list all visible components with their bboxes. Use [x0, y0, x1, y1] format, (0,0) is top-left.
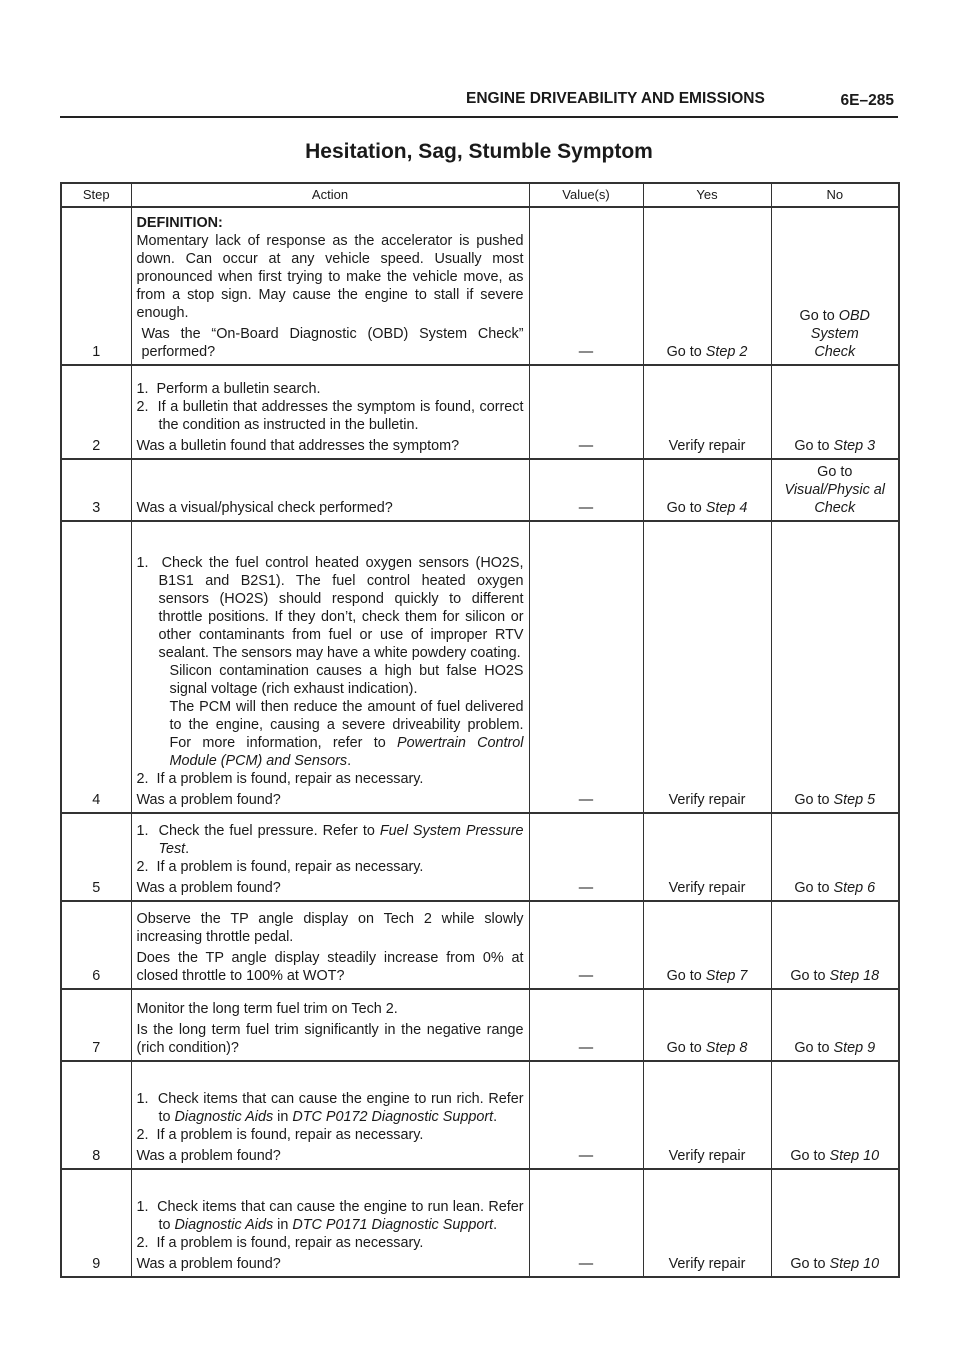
step-question: Was the “On-Board Diagnostic (OBD) System Check” performed?: [141, 326, 524, 360]
step-number: 4: [61, 521, 131, 813]
table-row: [61, 813, 899, 901]
reference-link[interactable]: DTC P0172 Diagnostic Support: [292, 1109, 494, 1125]
reference-link[interactable]: Powertrain Control Module (PCM) and Sensors: [169, 735, 524, 769]
step-question: Was a problem found?: [136, 880, 281, 896]
yes-cell: Verify repair: [643, 365, 771, 459]
goto-text: Go to: [794, 1040, 834, 1056]
table-row: [61, 207, 899, 365]
no-step-link[interactable]: Visual/Physic al Check: [784, 482, 886, 516]
action-item: 1. Check the fuel pressure. Refer to Fuel System Pressure Test.: [136, 823, 524, 857]
goto-text: Go to: [666, 1040, 706, 1056]
page-header: [60, 88, 898, 116]
action-item: 1. Perform a bulletin search.: [136, 381, 321, 397]
yes-step-link[interactable]: Step 7: [705, 968, 748, 984]
no-cell: [771, 1061, 899, 1169]
definition-label: DEFINITION:: [136, 215, 223, 231]
step-question: Was a bulletin found that addresses the symptom?: [136, 438, 460, 454]
table-header-row: [61, 183, 899, 207]
action-cell: [131, 459, 529, 521]
goto-text: Go to: [794, 792, 834, 808]
step-question: Is the long term fuel trim significantly in the negative range (rich condition)?: [136, 1022, 524, 1056]
table-row: [61, 459, 899, 521]
value-cell: —: [529, 459, 643, 521]
value-cell: —: [529, 521, 643, 813]
no-cell: [771, 813, 899, 901]
column-header-step: Step: [61, 183, 131, 207]
yes-cell: Verify repair: [643, 1061, 771, 1169]
step-number: 7: [61, 989, 131, 1061]
header-rule: [60, 116, 898, 118]
step-number: 1: [61, 207, 131, 365]
value-cell: —: [529, 365, 643, 459]
action-cell: [131, 521, 529, 813]
table-row: [61, 521, 899, 813]
yes-cell: Verify repair: [643, 1169, 771, 1277]
goto-text: Go to: [794, 438, 834, 454]
yes-cell: [643, 207, 771, 365]
no-step-link[interactable]: Step 10: [829, 1148, 880, 1164]
action-cell: [131, 901, 529, 989]
step-question: Was a problem found?: [136, 1148, 281, 1164]
no-cell: [771, 901, 899, 989]
yes-cell: Verify repair: [643, 521, 771, 813]
action-note: Silicon contamination causes a high but false HO2S signal voltage (rich exhaust indication).: [169, 663, 524, 697]
reference-link[interactable]: DTC P0171 Diagnostic Support: [292, 1217, 494, 1233]
table-row: [61, 1169, 899, 1277]
section-title: ENGINE DRIVEABILITY AND EMISSIONS: [466, 90, 765, 107]
goto-text: Go to: [666, 500, 706, 516]
column-header-values: Value(s): [529, 183, 643, 207]
yes-step-link[interactable]: Step 8: [705, 1040, 748, 1056]
step-number: 5: [61, 813, 131, 901]
no-cell: [771, 1169, 899, 1277]
action-item: 2. If a problem is found, repair as necessary.: [136, 1235, 424, 1251]
no-step-link[interactable]: Step 18: [829, 968, 880, 984]
yes-step-link[interactable]: Step 4: [705, 500, 748, 516]
no-step-link[interactable]: OBD System Check: [810, 308, 870, 360]
goto-text: Go to: [790, 968, 830, 984]
yes-cell: [643, 901, 771, 989]
definition-text: Momentary lack of response as the accelerator is pushed down. Can occur at any vehicle speed. Usually most pronounced when first trying to make the vehicle move, as from a stop sign. May cause the engine to stall if severe enough.: [136, 233, 524, 321]
action-cell: [131, 813, 529, 901]
value-cell: —: [529, 207, 643, 365]
table-row: [61, 989, 899, 1061]
step-question: Was a visual/physical check performed?: [136, 500, 393, 516]
step-question: Was a problem found?: [136, 1256, 281, 1272]
step-question: Was a problem found?: [136, 792, 281, 808]
action-item: 1. Check items that can cause the engine to run rich. Refer to Diagnostic Aids in DTC P0172 Diagnostic Support.: [136, 1091, 524, 1125]
goto-text: Go to: [817, 464, 853, 480]
step-question: Does the TP angle display steadily increase from 0% at closed throttle to 100% at WOT?: [136, 950, 524, 984]
reference-link[interactable]: Diagnostic Aids: [174, 1109, 274, 1125]
table-row: [61, 365, 899, 459]
action-item: 1. Check items that can cause the engine to run lean. Refer to Diagnostic Aids in DTC P0171 Diagnostic Support.: [136, 1199, 524, 1233]
column-header-yes: Yes: [643, 183, 771, 207]
no-cell: [771, 459, 899, 521]
step-number: 8: [61, 1061, 131, 1169]
action-text: Monitor the long term fuel trim on Tech 2.: [136, 1001, 398, 1017]
value-cell: —: [529, 1061, 643, 1169]
diagnostic-table: [60, 182, 900, 1278]
goto-text: Go to: [794, 880, 834, 896]
step-number: 3: [61, 459, 131, 521]
column-header-action: Action: [131, 183, 529, 207]
no-cell: [771, 207, 899, 365]
goto-text: Go to: [666, 344, 706, 360]
value-cell: —: [529, 989, 643, 1061]
action-cell: [131, 989, 529, 1061]
no-cell: [771, 989, 899, 1061]
step-number: 6: [61, 901, 131, 989]
value-cell: —: [529, 901, 643, 989]
action-item: 2. If a problem is found, repair as necessary.: [136, 859, 424, 875]
page-number: 6E–285: [840, 92, 894, 109]
goto-text: Go to: [790, 1148, 830, 1164]
no-step-link[interactable]: Step 6: [833, 880, 876, 896]
no-step-link[interactable]: Step 10: [829, 1256, 880, 1272]
table-row: [61, 1061, 899, 1169]
document-title: Hesitation, Sag, Stumble Symptom: [305, 140, 653, 163]
reference-link[interactable]: Fuel System Pressure Test: [158, 823, 524, 857]
no-cell: [771, 365, 899, 459]
action-item: 2. If a bulletin that addresses the symptom is found, correct the condition as instructed in the bulletin.: [136, 399, 524, 433]
action-cell: [131, 207, 529, 365]
value-cell: —: [529, 1169, 643, 1277]
action-item: 2. If a problem is found, repair as necessary.: [136, 1127, 424, 1143]
action-text: Observe the TP angle display on Tech 2 while slowly increasing throttle pedal.: [136, 911, 524, 945]
yes-cell: [643, 989, 771, 1061]
action-item: 1. Check the fuel control heated oxygen sensors (HO2S, B1S1 and B2S1). The fuel control heated oxygen sensors (HO2S) should respond quickly to different throttle positions. If they don’t, check them for silicon or other contaminants from fuel or use of improper RTV sealant. The sensors may have a white powdery coating.: [136, 555, 524, 661]
yes-cell: [643, 459, 771, 521]
value-cell: —: [529, 813, 643, 901]
action-cell: [131, 365, 529, 459]
goto-text: Go to: [666, 968, 706, 984]
yes-step-link[interactable]: Step 2: [705, 344, 748, 360]
step-number: 9: [61, 1169, 131, 1277]
no-step-link[interactable]: Step 9: [833, 1040, 876, 1056]
yes-cell: Verify repair: [643, 813, 771, 901]
column-header-no: No: [771, 183, 899, 207]
step-number: 2: [61, 365, 131, 459]
goto-text: Go to: [790, 1256, 830, 1272]
no-step-link[interactable]: Step 5: [833, 792, 876, 808]
action-item: 2. If a problem is found, repair as necessary.: [136, 771, 424, 787]
action-cell: [131, 1061, 529, 1169]
action-cell: [131, 1169, 529, 1277]
no-step-link[interactable]: Step 3: [833, 438, 876, 454]
action-note: The PCM will then reduce the amount of fuel delivered to the engine, causing a severe driveability problem. For more information, refer to Powertrain Control Module (PCM) and Sensors.: [169, 699, 524, 769]
reference-link[interactable]: Diagnostic Aids: [174, 1217, 274, 1233]
goto-text: Go to: [799, 308, 839, 324]
table-row: [61, 901, 899, 989]
no-cell: [771, 521, 899, 813]
